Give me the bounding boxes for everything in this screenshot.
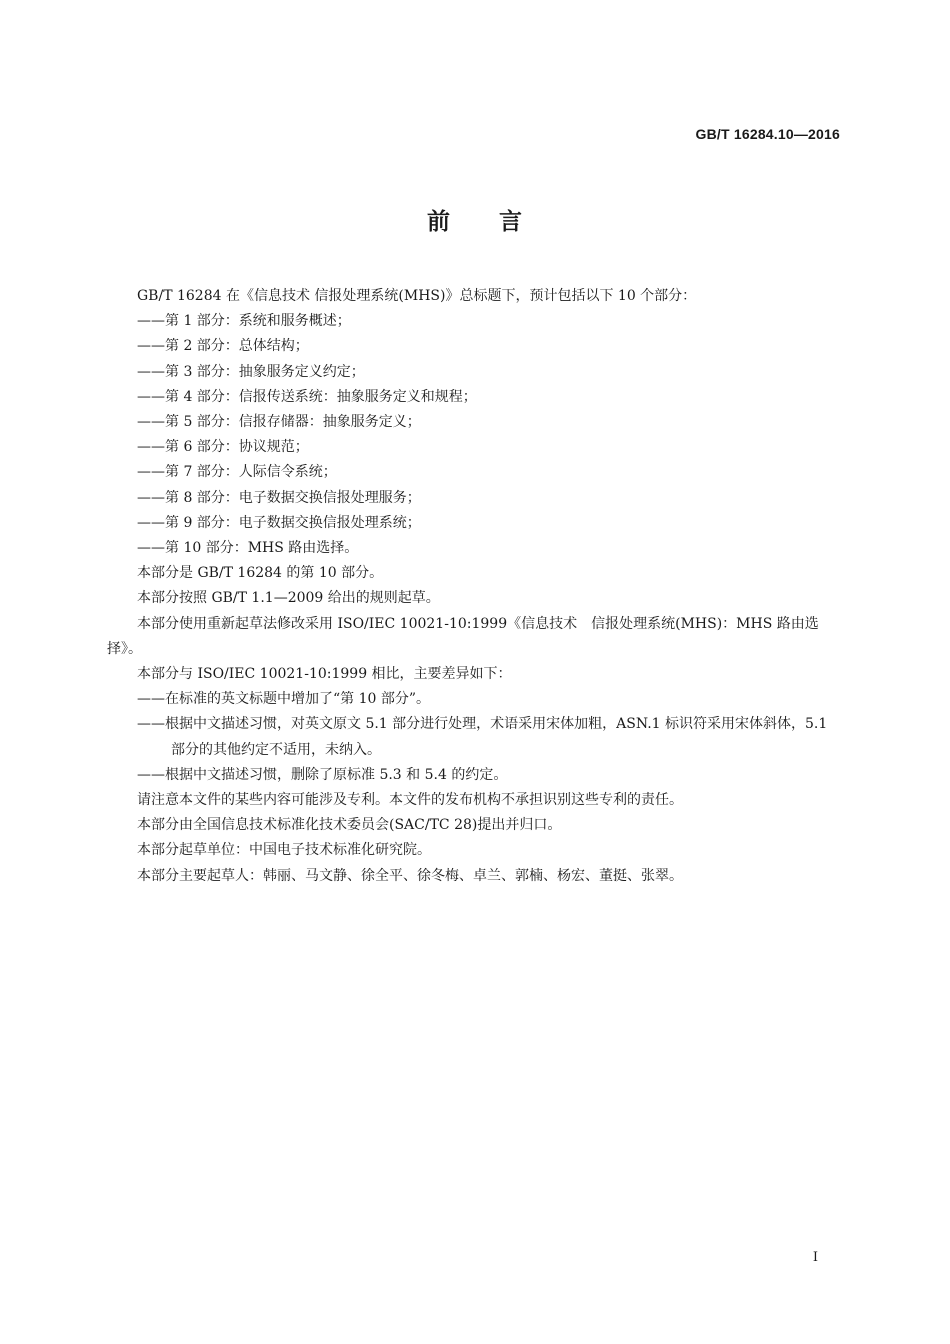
adoption-paragraph: 本部分使用重新起草法修改采用 ISO/IEC 10021-10:1999《信息技术 信报处理系统(MHS)：MHS 路由选择》。	[107, 615, 819, 657]
standard-number: GB/T 16284.10—2016	[695, 126, 840, 142]
part-list-item: ——第 1 部分：系统和服务概述；	[137, 313, 351, 330]
difference-list-item: ——在标准的英文标题中增加了“第 10 部分”。	[137, 691, 431, 708]
drafting-unit-paragraph: 本部分起草单位：中国电子技术标准化研究院。	[137, 842, 431, 859]
part-list-item: ——第 6 部分：协议规范；	[137, 439, 309, 456]
page-title	[0, 203, 950, 236]
difference-list-item: ——根据中文描述习惯，对英文原文 5.1 部分进行处理，术语采用宋体加粗，ASN.1 标识符采用宋体斜体，5.1 部分的其他约定不适用，未纳入。	[137, 716, 828, 758]
drafters-paragraph: 本部分主要起草人：韩丽、马文静、徐全平、徐冬梅、卓兰、郭楠、杨宏、董挺、张翠。	[137, 867, 683, 884]
part-list-item: ——第 2 部分：总体结构；	[137, 338, 309, 355]
this-part-paragraph: 本部分是 GB/T 16284 的第 10 部分。	[137, 565, 384, 582]
part-list-item: ——第 7 部分：人际信令系统；	[137, 464, 337, 481]
part-list-item: ——第 10 部分：MHS 路由选择。	[137, 540, 359, 557]
proposed-by-paragraph: 本部分由全国信息技术标准化技术委员会(SAC/TC 28)提出并归口。	[137, 817, 562, 834]
title-char-1: 前	[427, 209, 451, 235]
part-list-item: ——第 5 部分：信报存储器：抽象服务定义；	[137, 414, 421, 431]
part-list-item: ——第 4 部分：信报传送系统：抽象服务定义和规程；	[137, 388, 477, 405]
page-number: I	[812, 1250, 818, 1265]
difference-list-item: ——根据中文描述习惯，删除了原标准 5.3 和 5.4 的约定。	[137, 766, 508, 783]
patent-notice-paragraph: 请注意本文件的某些内容可能涉及专利。本文件的发布机构不承担识别这些专利的责任。	[137, 792, 683, 809]
part-list-item: ——第 3 部分：抽象服务定义约定；	[137, 363, 365, 380]
differences-intro-paragraph: 本部分与 ISO/IEC 10021-10:1999 相比，主要差异如下：	[137, 666, 512, 683]
title-char-2: 言	[499, 209, 523, 235]
foreword-body	[107, 284, 842, 889]
intro-paragraph: GB/T 16284 在《信息技术 信报处理系统(MHS)》总标题下，预计包括以下 10 个部分：	[137, 288, 697, 304]
part-list-item: ——第 8 部分：电子数据交换信报处理服务；	[137, 489, 421, 506]
part-list-item: ——第 9 部分：电子数据交换信报处理系统；	[137, 514, 421, 531]
drafting-rule-paragraph: 本部分按照 GB/T 1.1—2009 给出的规则起草。	[137, 590, 440, 607]
